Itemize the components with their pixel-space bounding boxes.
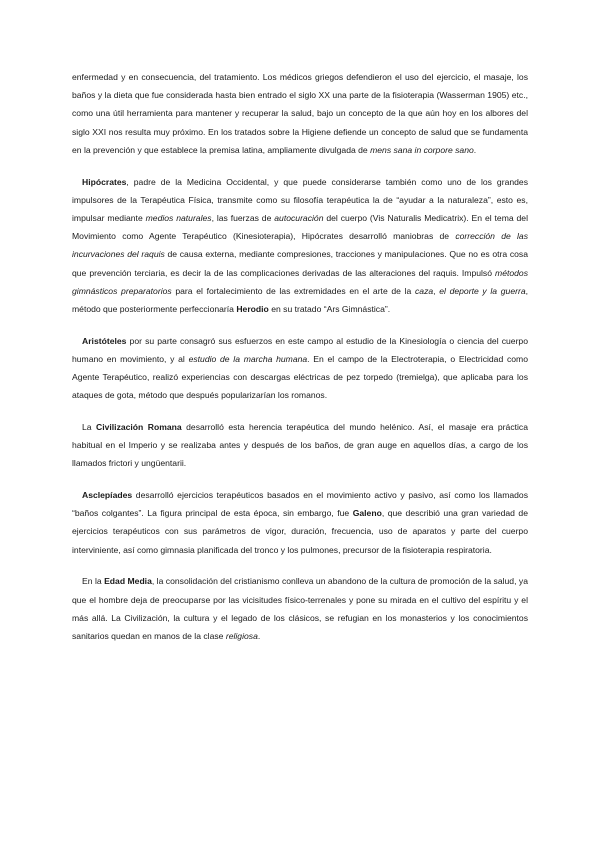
bold-name: Asclepíades xyxy=(82,490,133,501)
text-run: , la consolidación del cristianismo conlleva un abandono de la cultura de promoción de la salud, ya que el hombre deja de preocuparse por las vicisitudes físico-terrenales y pone su mirada en el cultivo del espíritu y el más allá. La Civilización, la cultura y el legado de los clásicos, se refugian en los monasterios y los conocimientos sanitarios quedan en manos de la clase xyxy=(72,576,528,641)
text-run: por su parte consagró sus esfuerzos en este campo al estudio de la Kinesiología o ciencia del cuerpo humano en movimiento, y al xyxy=(72,335,528,364)
italic-text: caza xyxy=(415,285,434,296)
bold-name: Hipócrates xyxy=(82,176,127,187)
text-run: , xyxy=(433,285,440,296)
italic-text: corrección de las incurvaciones del raquis xyxy=(72,231,528,260)
italic-text: medios naturales xyxy=(145,212,212,223)
text-run: . xyxy=(257,630,261,641)
italic-text: métodos gimnásticos preparatorios xyxy=(72,267,528,296)
bold-name: Herodio xyxy=(236,303,269,314)
text-run: de causa externa, mediante compresiones, tracciones y manipulaciones. Que no es otra cosa que prevención terciaria, es decir la de las complicaciones derivadas de las alteraciones del raquis. Impulsó xyxy=(72,249,528,278)
text-run: desarrolló esta herencia terapéutica del mundo helénico. Así, el masaje era práctica habitual en el Imperio y se realizaba antes y después de los baños, de gran auge en aquellos días, a cargo de los llamados frictori y ungüentarii. xyxy=(72,421,528,469)
text-run: del cuerpo (Vis Naturalis Medicatrix). En el tema del Movimiento como Agente Terapéutico (Kinesioterapia), Hipócrates desarrolló maniobras de xyxy=(72,212,528,242)
bold-name: Edad Media xyxy=(104,576,152,587)
text-run: . En el campo de la Electroterapia, o Electricidad como Agente Terapéutico, realizó experiencias con descargas eléctricas de pez torpedo (tremielga), que aplicaba para los ataques de gota, método que después popularizarían los romanos. xyxy=(72,353,528,401)
paragraph-edad-media xyxy=(72,572,528,645)
text-run: enfermedad y en consecuencia, del tratamiento. Los médicos griegos defendieron el uso del ejercicio, el masaje, los baños y la dieta que fue considerada hasta bien entrado el siglo XX una parte de la fisioterapia (Wasserman 1905) etc., como una útil herramienta para mantener y recuperar la salud, bajo un concepto de la que aún hoy en los albores del siglo XXI nos resulta muy próximo. En los tratados sobre la Higiene defiende un concepto de salud que se fundamenta en la prevención y que establece la premisa latina, ampliamente divulgada de xyxy=(72,72,528,155)
text-run: En la xyxy=(82,576,105,587)
paragraph-aristoteles xyxy=(72,332,528,405)
text-run: para el fortalecimiento de las extremidades en el arte de la xyxy=(171,285,415,296)
text-run: en su tratado “Ars Gimnástica”. xyxy=(268,303,391,314)
italic-text: mens sana in corpore sano xyxy=(370,144,474,155)
italic-text: religiosa xyxy=(225,630,258,641)
paragraph-civilizacion-romana xyxy=(72,418,528,473)
italic-text: autocuración xyxy=(274,212,324,223)
bold-name: Galeno xyxy=(352,508,382,519)
text-run: . xyxy=(473,144,477,155)
bold-name: Aristóteles xyxy=(82,335,127,346)
paragraph-hipocrates xyxy=(72,173,528,319)
text-run: , que describió una gran variedad de ejercicios terapéuticos con sus parámetros de vigor, duración, frecuencia, uso de aparatos y parte del cuerpo interviniente, así como gimnasia planificada del tronco y los pulmones, precursor de la fisioterapia respiratoria. xyxy=(72,508,528,555)
bold-name: Civilización Romana xyxy=(96,421,182,432)
document-body xyxy=(72,68,528,645)
paragraph-1 xyxy=(72,68,528,159)
text-run: , padre de la Medicina Occidental, y que puede considerarse también como uno de los grandes impulsores de la Terapéutica Física, transmite como su filosofía terapéutica la de “ayudar a la naturaleza”, esto es, impulsar mediante xyxy=(72,176,528,223)
text-run: La xyxy=(82,421,97,432)
text-run: desarrolló ejercicios terapéuticos basados en el movimiento activo y pasivo, así como los llamados “baños colgantes”. La figura principal de esta época, sin embargo, fue xyxy=(72,490,528,519)
italic-text: el deporte y la guerra xyxy=(439,285,526,296)
italic-text: estudio de la marcha humana xyxy=(188,353,308,364)
text-run: , método que posteriormente perfeccionaría xyxy=(72,285,528,314)
paragraph-asclepiades xyxy=(72,486,528,559)
text-run: , las fuerzas de xyxy=(211,212,275,223)
